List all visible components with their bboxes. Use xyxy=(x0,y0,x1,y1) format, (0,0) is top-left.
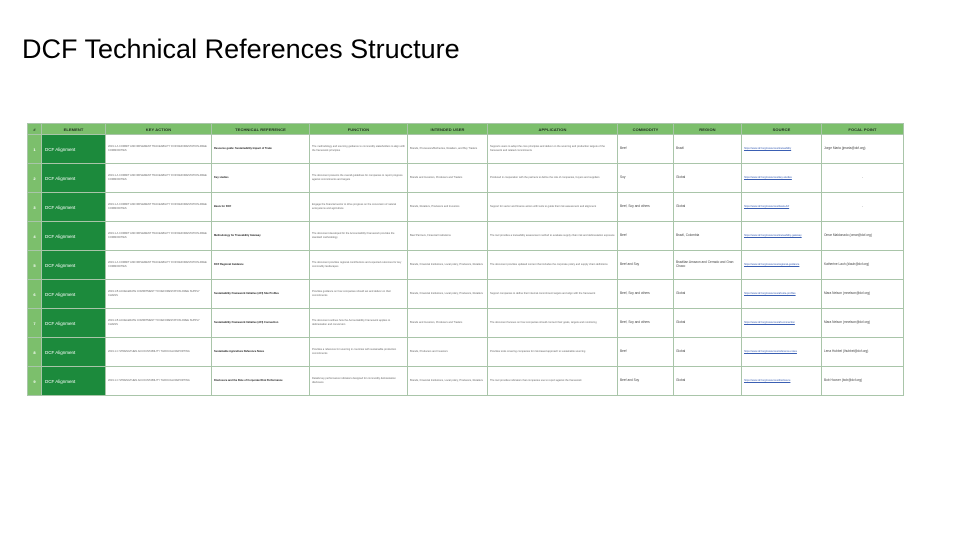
cell-focal-point: Lena Hubbel (lhubbel@dcf.org) xyxy=(822,338,904,367)
cell-technical-reference: DCF Regional Guidance xyxy=(212,251,310,280)
cell-commodity: Beef xyxy=(618,135,674,164)
table-header-row xyxy=(28,124,904,135)
header-commodity: COMMODITY xyxy=(618,124,674,135)
cell-application: Supports users to adopt the core principles and deliver on the sourcing and production targets of the framework and related commitments xyxy=(488,135,618,164)
cell-region: Brazil, Colombia xyxy=(674,222,742,251)
cell-function: The document developed for the Accountability Framework provides the standard methodology xyxy=(310,222,408,251)
cell-focal-point: Jorge Maria (jmaria@dcf.org) xyxy=(822,135,904,164)
header-technical-reference: TECHNICAL REFERENCE xyxy=(212,124,310,135)
table-row xyxy=(28,222,904,251)
cell-focal-point: Bob Hoover (bob@dcf.org) xyxy=(822,367,904,396)
cell-intended-user: Brands, Financial Institutions, Local policy, Producers, Retailers xyxy=(408,367,488,396)
cell-element: DCF Alignment xyxy=(42,193,106,222)
header-intended-user: INTENDED USER xyxy=(408,124,488,135)
table-row xyxy=(28,338,904,367)
cell-technical-reference: Basis for DCF xyxy=(212,193,310,222)
cell-element: DCF Alignment xyxy=(42,251,106,280)
cell-technical-reference: Resource guide: Sustainability Impact of Trade xyxy=(212,135,310,164)
cell-commodity: Soy xyxy=(618,164,674,193)
cell-number: 4 xyxy=(28,222,42,251)
cell-key-action: 2019.1.C STRENGTHEN ACCOUNTABILITY THROUGH REPORTING xyxy=(106,338,212,367)
table-row xyxy=(28,251,904,280)
table-row xyxy=(28,280,904,309)
cell-application: Produced in cooperation with the partners to define the role of companies, buyers and suppliers xyxy=(488,164,618,193)
table-row xyxy=(28,193,904,222)
cell-source-link[interactable]: https://www.dcf.org/resources/traceability xyxy=(742,135,822,164)
cell-element: DCF Alignment xyxy=(42,338,106,367)
cell-technical-reference: Sustainability Framework Initiative (AFI) Connection xyxy=(212,309,310,338)
cell-function: Details key performance indicators designed for commodity deforestation disclosure xyxy=(310,367,408,396)
slide-title: DCF Technical References Structure xyxy=(22,34,460,64)
cell-number: 1 xyxy=(28,135,42,164)
header-source: SOURCE xyxy=(742,124,822,135)
cell-number: 6 xyxy=(28,280,42,309)
table-row xyxy=(28,135,904,164)
cell-element: DCF Alignment xyxy=(42,135,106,164)
cell-number: 7 xyxy=(28,309,42,338)
cell-technical-reference: Sustainable Agriculture Reference Notes xyxy=(212,338,310,367)
cell-key-action: 2019.1.B ACCELERATE COMMITMENT TO DEFORESTATION-FREE SUPPLY CHAINS xyxy=(106,280,212,309)
cell-intended-user: Brands, Financial Institutions, Local policy, Producers, Retailers xyxy=(408,280,488,309)
cell-key-action: 2019.1.A COMMIT AND IMPLEMENT TRACEABILITY FOR DEFORESTATION-FREE COMMODITIES xyxy=(106,193,212,222)
cell-number: 8 xyxy=(28,338,42,367)
cell-region: Brazil xyxy=(674,135,742,164)
cell-function: The document provides regional contributions and expected outcomes for key commodity landscapes xyxy=(310,251,408,280)
cell-application: The tool provides indicators that companies use to report against the framework xyxy=(488,367,618,396)
table-row xyxy=(28,164,904,193)
cell-number: 2 xyxy=(28,164,42,193)
cell-intended-user: Brands, Producers and Investors xyxy=(408,338,488,367)
cell-key-action: 2019.1.C STRENGTHEN ACCOUNTABILITY THROUGH REPORTING xyxy=(106,367,212,396)
cell-focal-point: Omar Maldonado (omar@dcf.org) xyxy=(822,222,904,251)
cell-function: The document outlines how the Accountability Framework applies to deforestation and conversion xyxy=(310,309,408,338)
cell-intended-user: Brands and Investors, Producers and Traders xyxy=(408,164,488,193)
header-element: ELEMENT xyxy=(42,124,106,135)
cell-region: Global xyxy=(674,164,742,193)
cell-element: DCF Alignment xyxy=(42,280,106,309)
cell-intended-user: Beef Partners, Financial Institutions xyxy=(408,222,488,251)
cell-number: 5 xyxy=(28,251,42,280)
cell-intended-user: Brands, Processors/Refineries, Retailers, and Buy Traders xyxy=(408,135,488,164)
cell-application: The tool provides a traceability assessment method to evaluate supply chain risk and deforestation exposure xyxy=(488,222,618,251)
cell-commodity: Beef and Soy xyxy=(618,367,674,396)
cell-commodity: Beef, Soy and others xyxy=(618,309,674,338)
cell-commodity: Beef, Soy and others xyxy=(618,193,674,222)
cell-function: Engage the financial sector to drive progress on the conversion of natural ecosystems and agriculture xyxy=(310,193,408,222)
cell-key-action: 2019.1.B ACCELERATE COMMITMENT TO DEFORESTATION-FREE SUPPLY CHAINS xyxy=(106,309,212,338)
cell-application: Support for sector and finance actors with tools to guide their risk assessment and alignment xyxy=(488,193,618,222)
cell-region: Global xyxy=(674,338,742,367)
cell-technical-reference: Key studies xyxy=(212,164,310,193)
cell-function: The methodology and sourcing guidance to commodity stakeholders to align with the framework principles xyxy=(310,135,408,164)
header-function: FUNCTION xyxy=(310,124,408,135)
header-region: REGION xyxy=(674,124,742,135)
cell-application: Support companies to define their internal commitment targets and align with the framework xyxy=(488,280,618,309)
cell-key-action: 2019.1.A COMMIT AND IMPLEMENT TRACEABILITY FOR DEFORESTATION-FREE COMMODITIES xyxy=(106,135,212,164)
cell-source-link[interactable]: https://www.dcf.org/resources/afi-connection xyxy=(742,309,822,338)
cell-application: The document focuses on how companies should connect their goals, targets and monitoring xyxy=(488,309,618,338)
cell-focal-point: Mara Nelson (mnelson@dcf.org) xyxy=(822,309,904,338)
cell-commodity: Beef and Soy xyxy=(618,251,674,280)
cell-region: Brazilian Amazon and Cerrado and Gran Chaco xyxy=(674,251,742,280)
cell-number: 9 xyxy=(28,367,42,396)
cell-commodity: Beef xyxy=(618,338,674,367)
cell-application: The document provides updated content that includes the corporate policy and supply chain definitions xyxy=(488,251,618,280)
cell-element: DCF Alignment xyxy=(42,367,106,396)
cell-element: DCF Alignment xyxy=(42,309,106,338)
cell-region: Global xyxy=(674,309,742,338)
cell-intended-user: Brands, Retailers, Producers and Investors xyxy=(408,193,488,222)
technical-references-table xyxy=(27,123,903,394)
cell-number: 3 xyxy=(28,193,42,222)
cell-region: Global xyxy=(674,280,742,309)
cell-focal-point: - xyxy=(822,193,904,222)
cell-key-action: 2019.1.A COMMIT AND IMPLEMENT TRACEABILITY FOR DEFORESTATION-FREE COMMODITIES xyxy=(106,222,212,251)
cell-element: DCF Alignment xyxy=(42,222,106,251)
table-row xyxy=(28,309,904,338)
cell-intended-user: Brands, Financial Institutions, Local policy, Producers, Retailers xyxy=(408,251,488,280)
cell-application: Provides tools covering companies for risk-based approach to sustainable sourcing xyxy=(488,338,618,367)
cell-region: Global xyxy=(674,367,742,396)
cell-key-action: 2019.1.A COMMIT AND IMPLEMENT TRACEABILITY FOR DEFORESTATION-FREE COMMODITIES xyxy=(106,251,212,280)
cell-commodity: Beef xyxy=(618,222,674,251)
cell-focal-point: - xyxy=(822,164,904,193)
cell-intended-user: Brands and Investors, Producers and Traders xyxy=(408,309,488,338)
cell-function: Provides a reference for sourcing in countries with sustainable production commitments xyxy=(310,338,408,367)
cell-technical-reference: Disclosure and the Role of Corporate Risk Performance xyxy=(212,367,310,396)
cell-region: Global xyxy=(674,193,742,222)
cell-function: The document presents the overall guidelines for companies to report progress against commitments and targets xyxy=(310,164,408,193)
cell-source-link[interactable]: https://www.dcf.org/resources/basis-dcf xyxy=(742,193,822,222)
cell-function: Provides guidance on how companies should set and deliver on their commitments xyxy=(310,280,408,309)
cell-technical-reference: Methodology for Traceability Gateway xyxy=(212,222,310,251)
cell-element: DCF Alignment xyxy=(42,164,106,193)
cell-source-link[interactable]: https://www.dcf.org/resources/traceability-gateway xyxy=(742,222,822,251)
cell-focal-point: Mara Nelson (mnelson@dcf.org) xyxy=(822,280,904,309)
header-focal-point: FOCAL POINT xyxy=(822,124,904,135)
cell-commodity: Beef, Soy and others xyxy=(618,280,674,309)
cell-source-link[interactable]: https://www.dcf.org/resources/reference-notes xyxy=(742,338,822,367)
table-row xyxy=(28,367,904,396)
header-number: # xyxy=(28,124,42,135)
cell-source-link[interactable]: https://www.dcf.org/resources/disclosure xyxy=(742,367,822,396)
cell-key-action: 2019.1.A COMMIT AND IMPLEMENT TRACEABILITY FOR DEFORESTATION-FREE COMMODITIES xyxy=(106,164,212,193)
cell-source-link[interactable]: https://www.dcf.org/resources/key-studies xyxy=(742,164,822,193)
cell-technical-reference: Sustainability Framework Initiative (AFI) Site Profiles xyxy=(212,280,310,309)
header-key-action: KEY ACTION xyxy=(106,124,212,135)
cell-source-link[interactable]: https://www.dcf.org/resources/regional-guidance xyxy=(742,251,822,280)
header-application: APPLICATION xyxy=(488,124,618,135)
cell-focal-point: Katherine Lauh (klauh@dcf.org) xyxy=(822,251,904,280)
cell-source-link[interactable]: https://www.dcf.org/resources/afi-site-profiles xyxy=(742,280,822,309)
